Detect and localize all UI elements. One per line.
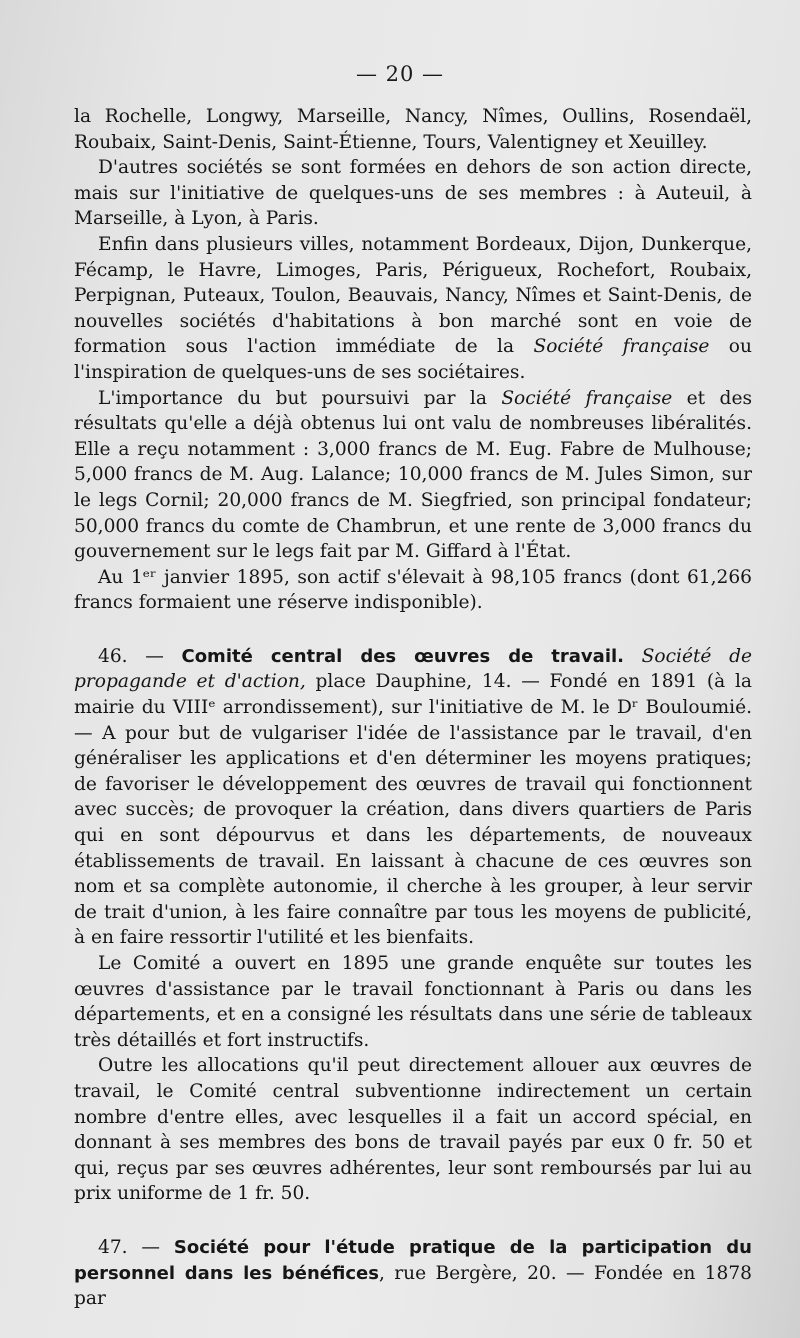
- paragraph-3-text-end: ou l'inspiration de quelques-uns de ses sociétaires.: [74, 336, 752, 383]
- paragraph-3: [74, 232, 752, 386]
- paragraph-2: D'autres sociétés se sont formées en dehors de son action directe, mais sur l'initiative de quelques-uns de ses membres : à Auteuil, à Marseille, à Lyon, à Paris.: [74, 157, 752, 230]
- paragraph-3-emphasis: Société française: [533, 336, 710, 358]
- paragraph-5: Au 1ᵉʳ janvier 1895, son actif s'élevait à 98,105 francs (dont 61,266 francs formaient une réserve indisponible).: [74, 566, 752, 614]
- paragraph-1: la Rochelle, Longwy, Marseille, Nancy, Nîmes, Oullins, Rosendaël, Roubaix, Saint-Denis, Saint-Étienne, Tours, Valentigney et Xeuilley.: [74, 106, 752, 153]
- paragraph-8: Outre les allocations qu'il peut directement allouer aux œuvres de travail, le Comité central subventionne indirectement un certain nombre d'entre elles, avec lesquelles il a fait un accord spécial, en donnant à ses membres des bons de travail payés par eux 0 fr. 50 et qui, reçus par ses œuvres adhérentes, leur sont remboursés par lui au prix uniforme de 1 fr. 50.: [74, 1055, 752, 1205]
- body-text: [74, 104, 752, 1312]
- entry-47: [74, 1235, 752, 1312]
- paragraph-4: [74, 386, 752, 565]
- entry-47-number: 47. —: [98, 1236, 174, 1258]
- paragraph-4-text-end: et des résultats qu'elle a déjà obtenus lui ont valu de nombreuses libéralités. Elle a reçu notamment : 3,000 francs de M. Eug. Fabre de Mulhouse; 5,000 francs de M. Aug. Lalance; 10,000 francs de M. Jules Simon, sur le legs Cornil; 20,000 francs de M. Siegfried, son principal fondateur; 50,000 francs du comte de Chambrun, et une rente de 3,000 francs du gouvernement sur le legs fait par M. Giffard à l'État.: [74, 387, 752, 563]
- entry-47-heading: Société pour l'étude pratique de la participation du personnel dans les bénéfices: [74, 1236, 752, 1284]
- paragraph-7: Le Comité a ouvert en 1895 une grande enquête sur toutes les œuvres d'assistance par le travail fonctionnant à Paris ou dans les départements, et en a consigné les résultats dans une série de tableaux très détaillés et fort instructifs.: [74, 953, 752, 1051]
- entry-46-number: 46. —: [98, 645, 182, 667]
- entry-47-text: , rue Bergère, 20. — Fondée en 1878 par: [74, 1262, 752, 1310]
- entry-46-subtitle: Société de propagande et d'action,: [74, 645, 752, 693]
- page-number: — 20 —: [355, 62, 445, 86]
- entry-46-text: place Dauphine, 14. — Fondé en 1891 (à la mairie du VIIIᵉ arrondissement), sur l'initiative de M. le Dʳ Bouloumié. — A pour but de vulgariser l'idée de l'assistance par le travail, d'en généraliser les applications et d'en déterminer les moyens pratiques; de favoriser le développement des œuvres de travail qui fonctionnent avec succès; de provoquer la création, dans divers quartiers de Paris qui en sont dépourvus et dans les départements, de nouveaux établissements de travail. En laissant à chacune de ces œuvres son nom et sa complète autonomie, il cherche à les grouper, à leur servir de trait d'union, à les faire connaître par tous les moyens de publicité, à en faire ressortir l'utilité et les bienfaits.: [74, 671, 752, 949]
- entry-46: [74, 644, 752, 951]
- paragraph-4-text: L'importance du but poursuivi par la: [98, 387, 502, 409]
- paragraph-3-text: Enfin dans plusieurs villes, notamment Bordeaux, Dijon, Dunkerque, Fécamp, le Havre, Limoges, Paris, Périgueux, Rochefort, Roubaix, Perpignan, Puteaux, Toulon, Beauvais, Nancy, Nîmes et Saint-Denis, de nouvelles sociétés d'habitations à bon marché sont en voie de formation sous l'action immédiate de la: [74, 233, 752, 358]
- entry-46-heading: Comité central des œuvres de travail.: [181, 645, 624, 667]
- paragraph-4-emphasis: Société française: [501, 387, 673, 409]
